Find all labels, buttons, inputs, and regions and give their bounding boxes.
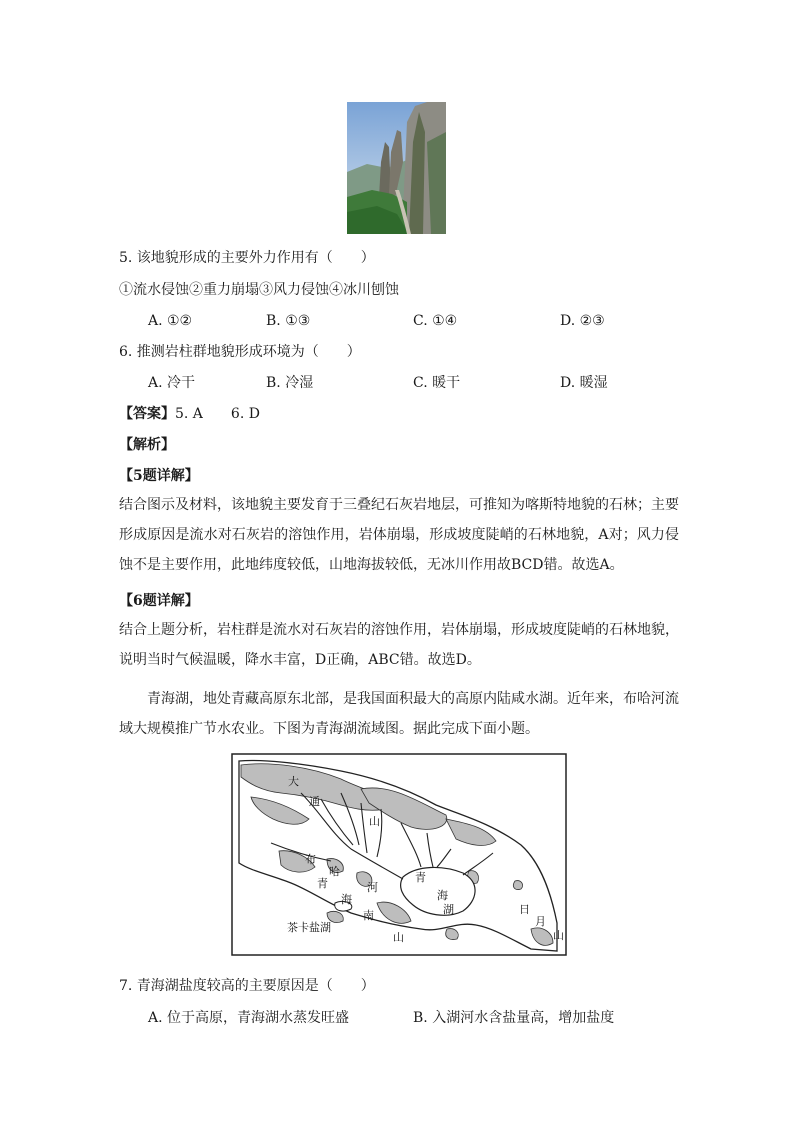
q7-stem: 7. 青海湖盐度较高的主要原因是（ ） bbox=[119, 978, 375, 994]
q6-option-a: A. 冷干 bbox=[148, 375, 196, 391]
q6-detail-label: 【6题详解】 bbox=[119, 593, 199, 609]
map-label-shan1: 山 bbox=[369, 815, 380, 828]
q6-stem: 6. 推测岩柱群地貌形成环境为（ ） bbox=[119, 344, 361, 360]
map-label-shan3: 山 bbox=[553, 929, 564, 942]
q6-option-c: C. 暖干 bbox=[413, 375, 461, 391]
map-label-yue: 月 bbox=[535, 915, 546, 928]
analysis-label: 【解析】 bbox=[119, 437, 175, 453]
q5-detail-label: 【5题详解】 bbox=[119, 468, 199, 484]
q7-option-a: A. 位于高原，青海湖水蒸发旺盛 bbox=[148, 1010, 350, 1026]
map-label-qing1: 青 bbox=[317, 877, 328, 890]
q5-detail-text: 结合图示及材料，该地貌主要发育于三叠纪石灰岩地层，可推知为喀斯特地貌的石林；主要形成原因是流水对石灰岩的溶蚀作用，岩体崩塌，形成坡度陡峭的石林地貌，A对；风力侵蚀不是主要作用，此地纬度较低，山地海拔较低，无冰川作用故BCD错。故选A。 bbox=[119, 497, 679, 573]
map-label-he: 河 bbox=[367, 881, 378, 894]
map-label-bu: 布 bbox=[305, 853, 316, 866]
q5-statements: ①流水侵蚀②重力崩塌③风力侵蚀④冰川刨蚀 bbox=[119, 282, 399, 298]
answer-line bbox=[119, 404, 260, 424]
rock-pillar-photo bbox=[347, 102, 446, 234]
map-label-hai1: 海 bbox=[341, 893, 352, 906]
map-label-tong: 通 bbox=[309, 795, 320, 808]
q5-option-d: D. ②③ bbox=[560, 313, 605, 329]
qinghai-lake-basin-map bbox=[231, 753, 567, 956]
q5-option-b: B. ①③ bbox=[266, 313, 311, 329]
passage-intro: 青海湖，地处青藏高原东北部，是我国面积最大的高原内陆咸水湖。近年来，布哈河流域大规模推广节水农业。下图为青海湖流域图。据此完成下面小题。 bbox=[119, 691, 679, 737]
map-label-nan: 南 bbox=[363, 909, 374, 922]
q6-option-b: B. 冷湿 bbox=[266, 375, 314, 391]
map-label-da: 大 bbox=[288, 775, 299, 788]
answer-label: 【答案】 bbox=[119, 406, 175, 422]
map-label-hu: 湖 bbox=[443, 903, 454, 916]
q5-stem: 5. 该地貌形成的主要外力作用有（ ） bbox=[119, 250, 375, 266]
q5-option-a: A. ①② bbox=[148, 313, 193, 329]
answer-value: 5. A 6. D bbox=[175, 406, 260, 422]
map-label-chaka: 茶卡盐湖 bbox=[287, 921, 331, 934]
q7-option-b: B. 入湖河水含盐量高，增加盐度 bbox=[413, 1010, 615, 1026]
map-label-hai2: 海 bbox=[437, 889, 448, 902]
q6-option-d: D. 暖湿 bbox=[560, 375, 608, 391]
map-label-shan2: 山 bbox=[393, 931, 404, 944]
q5-option-c: C. ①④ bbox=[413, 313, 458, 329]
q6-detail-text: 结合上题分析，岩柱群是流水对石灰岩的溶蚀作用，岩体崩塌，形成坡度陡峭的石林地貌，说明当时气候温暖，降水丰富，D正确，ABC错。故选D。 bbox=[119, 622, 679, 668]
map-label-qing2: 青 bbox=[415, 871, 426, 884]
map-label-ha: 哈 bbox=[329, 865, 340, 878]
map-label-ri: 日 bbox=[519, 903, 530, 916]
